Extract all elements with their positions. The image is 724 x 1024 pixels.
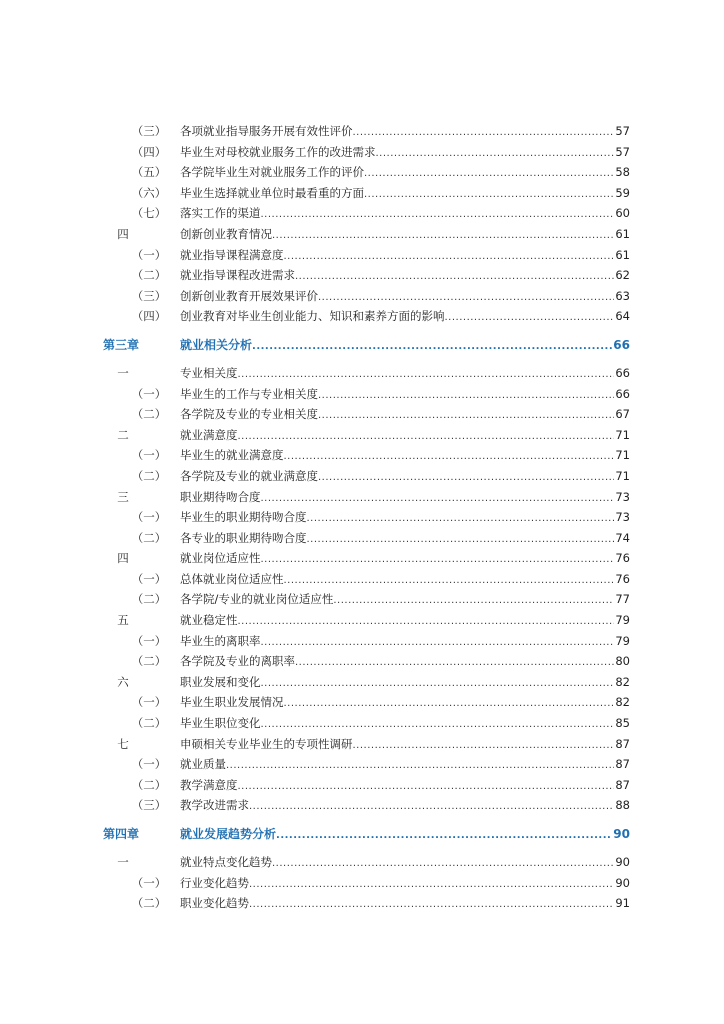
dot-leader <box>261 550 615 571</box>
toc-entry-page-number: 91 <box>615 896 630 911</box>
toc-entry-title: 就业发展趋势分析 <box>180 827 277 841</box>
toc-entry-page-number: 87 <box>615 736 630 751</box>
toc-entry-number: 六 <box>117 674 129 689</box>
toc-entry-sub[interactable] <box>0 162 724 183</box>
toc-entry-sub[interactable] <box>0 507 724 528</box>
toc-entry-line <box>180 569 630 592</box>
toc-entry-page-number: 76 <box>615 571 630 586</box>
toc-entry-number: （四） <box>131 309 167 324</box>
toc-entry-title: 职业期待吻合度 <box>180 489 261 504</box>
toc-entry-sub[interactable] <box>0 631 724 652</box>
dot-leader <box>318 468 614 489</box>
toc-entry-number: 第四章 <box>103 827 140 841</box>
toc-entry-number: （三） <box>131 798 167 813</box>
toc-entry-sub[interactable] <box>0 775 724 796</box>
toc-entry-line <box>180 893 630 916</box>
toc-entry-number: （二） <box>131 777 167 792</box>
toc-entry-page-number: 82 <box>615 695 630 710</box>
toc-entry-sec[interactable] <box>0 425 724 446</box>
toc-entry-title: 创新创业教育开展效果评价 <box>180 288 318 303</box>
dot-leader <box>249 875 614 896</box>
toc-entry-sec[interactable] <box>0 487 724 508</box>
toc-entry-line <box>180 822 630 848</box>
toc-entry-title: 就业相关分析 <box>180 337 253 352</box>
toc-entry-page-number: 90 <box>615 855 630 869</box>
toc-entry-sub[interactable] <box>0 121 724 142</box>
toc-entry-sec[interactable] <box>0 363 724 384</box>
table-of-contents <box>0 121 724 914</box>
toc-entry-line <box>180 734 630 757</box>
toc-entry-page-number: 64 <box>615 309 630 324</box>
toc-entry-number: （七） <box>131 206 167 221</box>
toc-entry-number: （四） <box>131 144 167 159</box>
toc-entry-number: 一 <box>117 855 129 869</box>
dot-leader <box>261 633 615 654</box>
dot-leader <box>238 777 615 798</box>
dot-leader <box>276 824 612 848</box>
toc-entry-title: 毕业生选择就业单位时最看重的方面 <box>180 185 364 200</box>
toc-entry-number: （二） <box>131 530 167 545</box>
dot-leader <box>353 736 615 757</box>
toc-entry-number: （一） <box>131 448 167 463</box>
toc-entry-sub[interactable] <box>0 142 724 163</box>
toc-entry-page-number: 59 <box>615 185 630 200</box>
toc-entry-title: 教学改进需求 <box>180 798 249 813</box>
toc-entry-sub[interactable] <box>0 528 724 549</box>
toc-entry-page-number: 90 <box>613 827 630 841</box>
toc-entry-sub[interactable] <box>0 873 724 894</box>
toc-entry-line <box>180 672 630 695</box>
toc-entry-page-number: 66 <box>615 365 630 380</box>
toc-entry-title: 申硕相关专业毕业生的专项性调研 <box>180 736 353 751</box>
dot-leader <box>318 406 614 427</box>
toc-entry-line <box>180 692 630 715</box>
toc-entry-line <box>180 466 630 489</box>
toc-entry-sub[interactable] <box>0 893 724 914</box>
toc-entry-title: 就业满意度 <box>180 427 238 442</box>
toc-entry-number: 四 <box>117 551 129 566</box>
toc-entry-title: 各项就业指导服务开展有效性评价 <box>180 124 353 138</box>
toc-entry-page-number: 60 <box>615 206 630 221</box>
toc-entry-sub[interactable] <box>0 795 724 816</box>
toc-entry-sub[interactable] <box>0 754 724 775</box>
toc-entry-number: 二 <box>117 427 129 442</box>
toc-entry-number: （一） <box>131 571 167 586</box>
toc-entry-number: 四 <box>117 226 129 241</box>
toc-entry-sub[interactable] <box>0 245 724 266</box>
toc-entry-line <box>180 589 630 612</box>
toc-entry-page-number: 73 <box>615 510 630 525</box>
toc-entry-line <box>180 528 630 551</box>
toc-entry-title: 毕业生的职业期待吻合度 <box>180 510 307 525</box>
toc-entry-page-number: 79 <box>615 613 630 628</box>
toc-entry-page-number: 87 <box>615 757 630 772</box>
dot-leader <box>238 612 615 633</box>
toc-entry-sub[interactable] <box>0 569 724 590</box>
toc-entry-number: （一） <box>131 510 167 525</box>
dot-leader <box>284 694 615 715</box>
toc-entry-line <box>180 445 630 468</box>
toc-entry-page-number: 76 <box>615 551 630 566</box>
toc-entry-sub[interactable] <box>0 384 724 405</box>
toc-entry-line <box>180 754 630 777</box>
toc-entry-line <box>180 203 630 226</box>
toc-entry-number: （一） <box>131 633 167 648</box>
toc-entry-sub[interactable] <box>0 203 724 224</box>
dot-leader <box>284 447 615 468</box>
toc-entry-line <box>180 631 630 654</box>
toc-entry-number: （一） <box>131 757 167 772</box>
toc-entry-title: 就业特点变化趋势 <box>180 855 272 869</box>
dot-leader <box>226 756 614 777</box>
dot-leader <box>261 715 615 736</box>
toc-entry-number: （一） <box>131 247 167 262</box>
toc-entry-line <box>180 224 630 247</box>
dot-leader <box>249 895 614 916</box>
toc-entry-line <box>180 384 630 407</box>
dot-leader <box>261 489 615 510</box>
toc-entry-sec[interactable] <box>0 672 724 693</box>
toc-entry-line <box>180 852 630 875</box>
toc-entry-page-number: 61 <box>615 226 630 241</box>
toc-entry-page-number: 77 <box>615 592 630 607</box>
toc-entry-line <box>180 795 630 818</box>
toc-entry-line <box>180 245 630 268</box>
dot-leader <box>445 308 615 329</box>
toc-entry-line <box>180 507 630 530</box>
toc-entry-page-number: 62 <box>615 268 630 283</box>
toc-entry-number: （二） <box>131 654 167 669</box>
toc-entry-line <box>180 286 630 309</box>
toc-entry-title: 毕业生的工作与专业相关度 <box>180 386 318 401</box>
toc-entry-line <box>180 548 630 571</box>
toc-entry-title: 就业指导课程改进需求 <box>180 268 295 283</box>
toc-entry-number: （六） <box>131 185 167 200</box>
toc-entry-sub[interactable] <box>0 692 724 713</box>
toc-entry-line <box>180 333 630 359</box>
toc-entry-sec[interactable] <box>0 610 724 631</box>
dot-leader <box>295 653 614 674</box>
toc-entry-title: 教学满意度 <box>180 777 238 792</box>
toc-entry-chapter[interactable] <box>0 333 724 357</box>
dot-leader <box>284 571 615 592</box>
toc-entry-title: 职业变化趋势 <box>180 896 249 911</box>
toc-entry-page-number: 85 <box>615 716 630 731</box>
toc-entry-number: （一） <box>131 695 167 710</box>
toc-entry-title: 毕业生对母校就业服务工作的改进需求 <box>180 144 376 159</box>
toc-entry-page-number: 73 <box>615 489 630 504</box>
toc-entry-line <box>180 873 630 896</box>
toc-entry-title: 毕业生的离职率 <box>180 633 261 648</box>
toc-entry-title: 就业指导课程满意度 <box>180 247 284 262</box>
toc-entry-page-number: 67 <box>615 407 630 422</box>
toc-entry-sub[interactable] <box>0 445 724 466</box>
toc-entry-number: （二） <box>131 716 167 731</box>
toc-entry-title: 总体就业岗位适应性 <box>180 571 284 586</box>
toc-entry-page-number: 63 <box>615 288 630 303</box>
dot-leader <box>272 854 614 875</box>
toc-entry-sub[interactable] <box>0 651 724 672</box>
dot-leader <box>238 365 615 386</box>
dot-leader <box>307 509 615 530</box>
toc-entry-title: 各学院毕业生对就业服务工作的评价 <box>180 165 364 180</box>
toc-entry-sub[interactable] <box>0 183 724 204</box>
toc-entry-page-number: 71 <box>615 468 630 483</box>
toc-entry-page-number: 88 <box>615 798 630 813</box>
toc-entry-title: 创业教育对毕业生创业能力、知识和素养方面的影响 <box>180 309 445 324</box>
toc-entry-sub[interactable] <box>0 306 724 327</box>
toc-entry-title: 各学院及专业的专业相关度 <box>180 407 318 422</box>
dot-leader <box>272 226 614 247</box>
dot-leader <box>333 591 614 612</box>
toc-entry-page-number: 61 <box>615 247 630 262</box>
toc-entry-page-number: 80 <box>615 654 630 669</box>
toc-entry-page-number: 58 <box>615 165 630 180</box>
dot-leader <box>261 205 615 226</box>
dot-leader <box>364 164 614 185</box>
toc-entry-number: （二） <box>131 468 167 483</box>
toc-entry-number: （五） <box>131 165 167 180</box>
dot-leader <box>376 144 615 165</box>
toc-entry-line <box>180 121 630 144</box>
toc-entry-title: 就业质量 <box>180 757 226 772</box>
toc-entry-number: （二） <box>131 268 167 283</box>
toc-entry-chapter[interactable] <box>0 822 724 846</box>
toc-entry-title: 毕业生职位变化 <box>180 716 261 731</box>
dot-leader <box>318 288 614 309</box>
toc-entry-sub[interactable] <box>0 286 724 307</box>
toc-entry-line <box>180 142 630 165</box>
toc-entry-title: 各学院及专业的就业满意度 <box>180 468 318 483</box>
toc-entry-sub[interactable] <box>0 713 724 734</box>
toc-entry-number: （三） <box>131 124 167 138</box>
toc-entry-sub[interactable] <box>0 466 724 487</box>
toc-entry-title: 专业相关度 <box>180 365 238 380</box>
toc-entry-page-number: 74 <box>615 530 630 545</box>
toc-entry-page-number: 79 <box>615 633 630 648</box>
toc-entry-title: 毕业生的就业满意度 <box>180 448 284 463</box>
toc-entry-title: 落实工作的渠道 <box>180 206 261 221</box>
dot-leader <box>353 123 615 144</box>
toc-entry-page-number: 90 <box>615 875 630 890</box>
dot-leader <box>307 530 615 551</box>
toc-entry-number: 五 <box>117 613 129 628</box>
toc-entry-number: （二） <box>131 896 167 911</box>
toc-entry-title: 各学院/专业的就业岗位适应性 <box>180 592 334 607</box>
toc-entry-number: 第三章 <box>103 337 140 352</box>
toc-entry-title: 创新创业教育情况 <box>180 226 272 241</box>
toc-entry-number: 三 <box>117 489 129 504</box>
toc-entry-line <box>180 265 630 288</box>
dot-leader <box>318 386 614 407</box>
toc-entry-sec[interactable] <box>0 224 724 245</box>
toc-entry-title: 行业变化趋势 <box>180 875 249 890</box>
toc-entry-line <box>180 610 630 633</box>
toc-entry-line <box>180 425 630 448</box>
toc-entry-page-number: 66 <box>615 386 630 401</box>
toc-entry-page-number: 87 <box>615 777 630 792</box>
toc-entry-title: 就业岗位适应性 <box>180 551 261 566</box>
toc-entry-line <box>180 487 630 510</box>
toc-entry-sec[interactable] <box>0 734 724 755</box>
toc-entry-line <box>180 651 630 674</box>
toc-entry-page-number: 82 <box>615 674 630 689</box>
toc-entry-number: （三） <box>131 288 167 303</box>
toc-entry-number: 七 <box>117 736 129 751</box>
toc-entry-sub[interactable] <box>0 404 724 425</box>
toc-entry-page-number: 57 <box>615 144 630 159</box>
toc-entry-number: （二） <box>131 407 167 422</box>
toc-entry-number: （一） <box>131 386 167 401</box>
toc-entry-page-number: 71 <box>615 448 630 463</box>
toc-entry-sub[interactable] <box>0 589 724 610</box>
toc-entry-page-number: 57 <box>615 124 630 138</box>
toc-entry-number: （二） <box>131 592 167 607</box>
dot-leader <box>295 267 614 288</box>
toc-entry-title: 各专业的职业期待吻合度 <box>180 530 307 545</box>
dot-leader <box>261 674 615 695</box>
toc-entry-line <box>180 162 630 185</box>
toc-entry-sec[interactable] <box>0 548 724 569</box>
toc-entry-line <box>180 306 630 329</box>
dot-leader <box>252 335 612 359</box>
dot-leader <box>284 247 615 268</box>
toc-entry-title: 职业发展和变化 <box>180 674 261 689</box>
toc-entry-line <box>180 363 630 386</box>
toc-entry-sub[interactable] <box>0 265 724 286</box>
toc-entry-title: 就业稳定性 <box>180 613 238 628</box>
toc-entry-title: 毕业生职业发展情况 <box>180 695 284 710</box>
toc-entry-page-number: 66 <box>613 337 630 352</box>
toc-entry-line <box>180 713 630 736</box>
toc-entry-line <box>180 183 630 206</box>
dot-leader <box>364 185 614 206</box>
toc-entry-page-number: 71 <box>615 427 630 442</box>
dot-leader <box>238 427 615 448</box>
toc-entry-line <box>180 404 630 427</box>
toc-entry-number: 一 <box>117 365 129 380</box>
toc-entry-title: 各学院及专业的离职率 <box>180 654 295 669</box>
toc-entry-line <box>180 775 630 798</box>
toc-entry-number: （一） <box>131 875 167 890</box>
toc-entry-sec[interactable] <box>0 852 724 873</box>
dot-leader <box>249 797 614 818</box>
